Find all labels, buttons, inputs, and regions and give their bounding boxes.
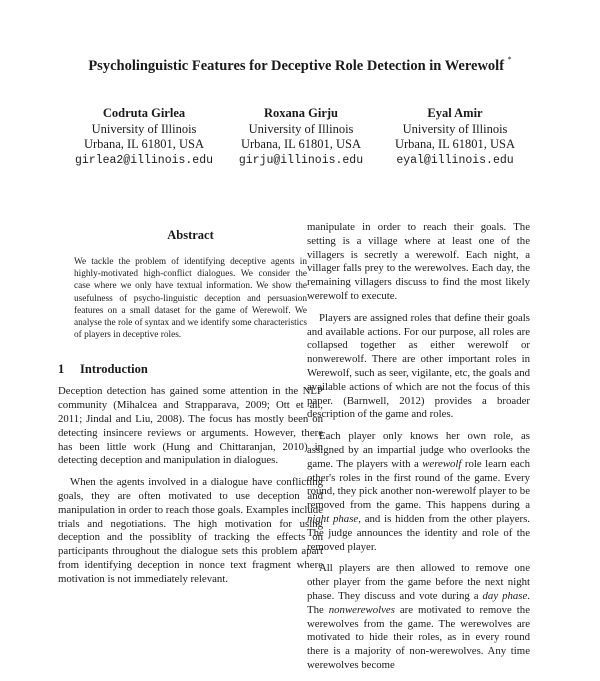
text-run: role learn each other's roles in the first round of the game. Every round, they pick another non-werewolf player to be removed from the game. This happens during a — [307, 457, 530, 512]
emphasis-night-phase: night phase — [307, 512, 359, 525]
intro-paragraph-1: Deception detection has gained some attention in the NLP community (Mihalcea and Strapparava, 2009; Ott et al., 2011; Jindal and Liu, 2008). The focus has mostly been on detecting insincere reviews or arguments. However, there has been little work (Hung and Chittaranjan, 2010) in detecting deception and manipulation in dialogues. — [58, 385, 323, 467]
author-block-1 — [59, 106, 229, 168]
intro-paragraph-2: When the agents involved in a dialogue have conflicting goals, they are often motivated to use deception and manipulation in order to reach those goals. Examples include trials and negotiations. The high motivation for using deception and the possiblity of tracking the effects on participants throughout the dialogue sets this problem apart from identifying deception in nonce text fragment where motivation is not immediately relevant. — [58, 476, 323, 585]
paper-title — [0, 57, 600, 75]
author-name: Eyal Amir — [427, 106, 483, 120]
author-email: girju@illinois.edu — [238, 153, 364, 167]
author-block-2 — [216, 106, 386, 168]
abstract-heading: Abstract — [167, 228, 214, 242]
author-block-3 — [370, 106, 540, 168]
section-title: Introduction — [80, 362, 148, 377]
text-run: , and is hidden from the other players. The judge announces the identity and role of the removed player. — [307, 512, 530, 553]
text-run: All players are then allowed to remove one other player from the game before the next night phase. They discuss and vote during a — [307, 562, 530, 602]
abstract-text: We tackle the problem of identifying deceptive agents in highly-motivated high-conflict dialogues. We consider the case where we only have textual information. We show the usefulness of psycho-linguistic deception and persuasion features on a small dataset for the game of Werewolf. We analyse the role of syntax and we identify some characteristics of players in deceptive roles. — [74, 257, 307, 341]
text-run: Each player only knows her own role, as assigned by an impartial judge who overlooks the game. The players with a — [307, 430, 530, 470]
text-run: . The — [307, 589, 530, 616]
section-number: 1 — [58, 362, 65, 377]
author-name: Roxana Girju — [264, 106, 338, 120]
body-paragraph-day-phase — [307, 562, 530, 672]
title-text: Psycholinguistic Features for Deceptive Role Detection in Werewolf — [88, 57, 505, 74]
author-affiliation: University of Illinois — [248, 121, 354, 136]
title-footnote-mark: * — [507, 55, 512, 64]
emphasis-werewolf: werewolf — [422, 457, 462, 470]
section-heading-introduction — [58, 362, 323, 377]
author-name: Codruta Girlea — [102, 106, 186, 120]
author-email: girlea2@illinois.edu — [74, 153, 214, 167]
text-run: are motivated to remove the werewolves from the game. The werewolves are motivated to hide their roles, as in every round there is a majority of non-werewolves. Any time werewolves become — [307, 603, 530, 671]
author-email: eyal@illinois.edu — [396, 153, 514, 167]
emphasis-nonwerewolves: nonwerewolves — [328, 603, 395, 616]
author-affiliation: University of Illinois — [91, 121, 197, 136]
body-paragraph-continued: manipulate in order to reach their goals. The setting is a village where at least one of the villagers is secretly a werewolf. Each night, a villager falls prey to the werewolves. Each day, the remaining villagers discuss to find the most likely werewolf to execute. — [307, 221, 530, 302]
author-location: Urbana, IL 61801, USA — [83, 137, 204, 151]
right-column — [307, 221, 530, 681]
author-location: Urbana, IL 61801, USA — [240, 137, 361, 151]
author-affiliation: University of Illinois — [402, 121, 508, 136]
body-paragraph-roles: Players are assigned roles that define their goals and available actions. For our purpose, all roles are collapsed together as either werewolf or nonwerewolf. There are other important roles in Werewolf, such as seer, vigilante, etc, the goals and available actions of which are not the focus of this paper. (Barnwell, 2012) provides a broader description of the game and roles. — [307, 311, 530, 421]
author-location: Urbana, IL 61801, USA — [394, 137, 515, 151]
left-column — [58, 228, 323, 595]
body-paragraph-night-phase — [307, 430, 530, 554]
emphasis-day-phase: day phase — [482, 589, 528, 602]
